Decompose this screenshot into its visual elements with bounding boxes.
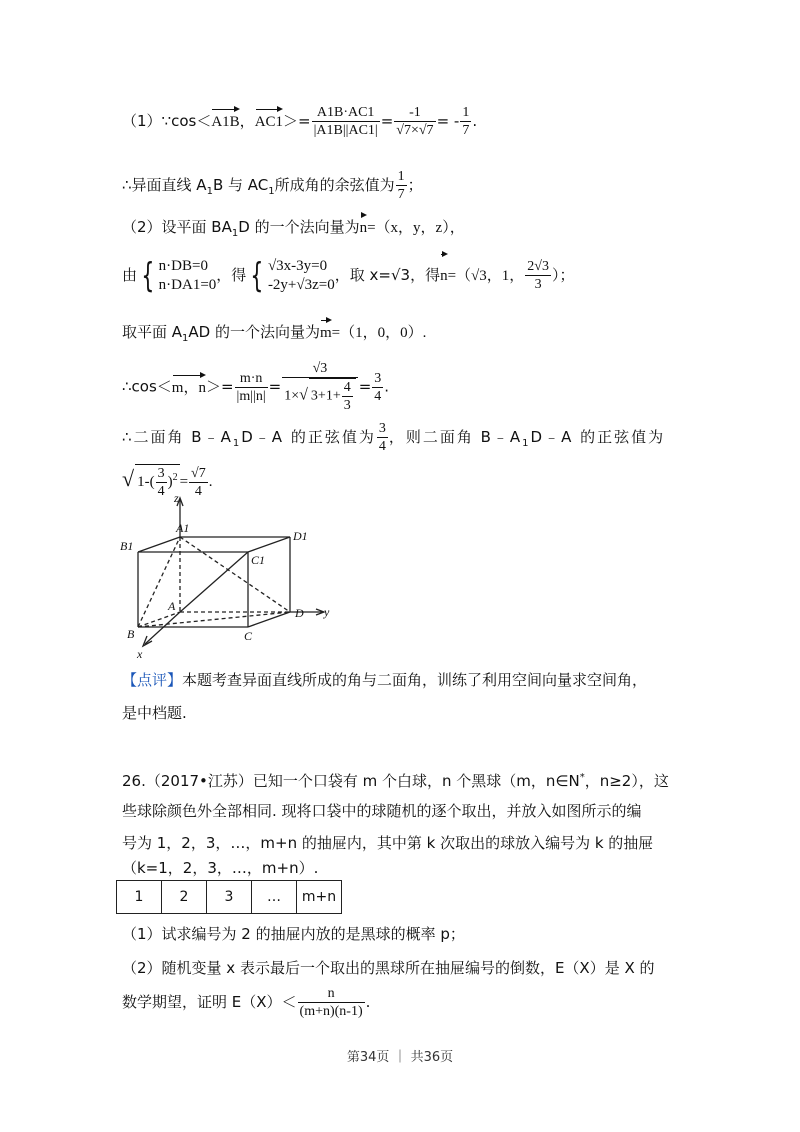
text: （k=1，2，3，…，m+n）.	[122, 859, 319, 877]
inner-fraction	[342, 379, 353, 414]
subscript: 1	[268, 186, 275, 197]
text: 1-(	[137, 473, 155, 490]
fraction-numerator: 2√3	[527, 259, 549, 274]
fraction-denominator: 3	[534, 277, 542, 292]
edge-c-d	[248, 612, 290, 627]
text: （1）试求编号为 2 的抽屉内放的是黑球的概率 p；	[122, 925, 465, 943]
problem-26-line-1	[122, 768, 669, 791]
text: D﹣A 的正弦值为	[530, 428, 666, 446]
text: D﹣A 的正弦值为	[241, 428, 376, 446]
text: （2）设平面 BA	[122, 218, 232, 236]
solution-line-3	[122, 213, 465, 244]
text: 取平面 A	[122, 323, 183, 341]
problem-26-line-4	[122, 858, 318, 878]
comment-tag: 【点评】	[122, 671, 183, 689]
fraction-denominator: (m+n)(n-1)	[299, 1004, 363, 1019]
equation: n·DA1=0	[158, 276, 217, 293]
vectors-m-n: m，n	[172, 373, 206, 398]
text: 些球除颜色外全部相同. 现将口袋中的球随机的逐个取出，并放入如图所示的编	[122, 802, 642, 820]
fraction-denominator: |A1B||AC1|	[313, 123, 378, 138]
equals: =	[179, 473, 189, 490]
fraction-denominator	[282, 378, 357, 414]
label-d: D	[295, 606, 304, 620]
text: )	[167, 473, 173, 490]
text: ）；	[551, 266, 575, 284]
problem-26-line-2	[122, 801, 642, 821]
solution-line-4	[122, 252, 574, 295]
solution-line-8: √ 1-( $\frac{3}{4}$ )$^2$ = $\frac{√7}{4}$ .	[122, 465, 213, 499]
text: ∴二面角 B﹣A	[122, 428, 233, 446]
equation: -2y+√3z=0	[267, 276, 335, 293]
fraction-numerator: A1B·AC1	[312, 104, 380, 122]
subscript: 1	[522, 438, 531, 449]
diagonal-b-a1	[138, 537, 180, 627]
text: 是中档题.	[122, 704, 187, 722]
normal-z-fraction	[525, 258, 551, 293]
drawer-cell: 3	[207, 881, 252, 914]
fraction-numerator: 1	[462, 105, 470, 120]
drawer-cell: …	[252, 881, 297, 914]
text: =（√3，1，	[447, 268, 525, 284]
equals-minus: = -	[436, 112, 460, 130]
subscript: 1	[206, 186, 213, 197]
cos-value-fraction	[394, 104, 435, 139]
fraction-denominator: 3	[343, 398, 351, 413]
label-y: y	[324, 605, 330, 619]
fraction-numerator: -1	[394, 104, 435, 122]
text: 3+1+	[310, 388, 341, 404]
fraction-numerator: √7	[191, 466, 206, 481]
fraction-denominator: 7	[397, 187, 405, 202]
vector-m: m	[320, 318, 332, 343]
solution-line-2: ∴异面直线 $A_1B$ 与 $AC_1$所成角的余弦值为 $\frac{1}{7}$ ；	[122, 169, 423, 202]
fraction-numerator: 1	[397, 169, 405, 184]
cos-prefix: （1）∵cos＜	[122, 112, 212, 130]
problem-26-line-3	[122, 833, 653, 853]
label-d1: D1	[293, 529, 308, 543]
text: 由	[122, 266, 138, 284]
superscript: *	[579, 772, 585, 783]
fraction-numerator: √3	[282, 360, 357, 378]
fraction-denominator: 4	[194, 484, 202, 499]
edge-c1-d1	[248, 537, 290, 552]
superscript: 2	[172, 471, 178, 483]
solution-line-7	[122, 420, 665, 455]
solution-line-1: （1）∵cos＜A1B，AC1＞= $\frac{A1B\cdot AC1}{|A1B||AC1|}$ = $\frac{-1}{√7\times√7}$ = - $\frac{1}{7}$ .	[122, 105, 478, 138]
fraction-denominator: 4	[157, 484, 165, 499]
label-x: x	[137, 647, 143, 661]
fraction-numerator: 3	[157, 466, 165, 481]
fraction-numerator: 3	[374, 370, 382, 386]
text: ∴cos＜	[122, 377, 172, 396]
fraction-denominator: 4	[378, 439, 386, 454]
equals: ＞=	[283, 112, 311, 130]
solution-line-6: ∴cos＜m，n＞= $\frac{m\cdot n}{|m||n|}$ = √3 1×√ 3+1+ $\frac{4}{3}$ = $\frac{3}{4}$ .	[122, 361, 390, 413]
diagonal-a-c1	[180, 552, 248, 612]
drawer-cell: m+n	[297, 881, 342, 914]
x-axis	[145, 612, 180, 644]
text: ∴异面直线 A	[122, 176, 207, 194]
cos-mn-fraction	[235, 370, 268, 405]
fraction-denominator: √7×√7	[396, 123, 434, 138]
text: D 的一个法向量为	[238, 218, 360, 236]
subscript: 1	[232, 438, 242, 449]
text: 数学期望，证明 E（X）＜	[122, 993, 297, 1011]
text: =（x，y，z），	[367, 220, 465, 236]
equation-system-2	[268, 257, 335, 295]
radicand	[309, 378, 356, 414]
sine-fraction	[377, 420, 388, 455]
text: AD 的一个法向量为	[188, 323, 320, 341]
text: ，取 x=√3，得	[334, 266, 441, 284]
left-brace-icon: {	[141, 255, 155, 296]
label-a: A	[168, 599, 176, 613]
label-a1: A1	[176, 521, 190, 535]
text: =（1，0，0）.	[331, 325, 427, 341]
equals: ＞=	[205, 377, 234, 396]
equation-system-1	[159, 257, 217, 295]
text: .	[365, 993, 371, 1011]
drawer-cell: 1	[117, 881, 162, 914]
page-footer: 第34页 ｜ 共36页	[346, 1050, 454, 1065]
equation: √3x-3y=0	[267, 257, 328, 274]
question-2-line-1	[122, 958, 655, 978]
solution-line-5	[122, 318, 426, 349]
fraction-numerator: m·n	[235, 370, 268, 388]
subscript: 1	[231, 228, 239, 239]
expectation-bound-fraction	[298, 985, 365, 1020]
text: ，则二面角 B﹣A	[388, 428, 523, 446]
vector-ac1: AC1	[255, 107, 283, 132]
text: 本题考查异面直线所成的角与二面角，训练了利用空间向量求空间角，	[182, 671, 648, 689]
text: B 与 AC	[212, 176, 269, 194]
fraction-numerator: n	[298, 985, 365, 1003]
fraction-denominator: 7	[462, 123, 470, 138]
fraction-denominator: |m||n|	[236, 388, 266, 404]
question-2-line-2	[122, 984, 370, 1020]
text: 号为 1，2，3，…，m+n 的抽屉内，其中第 k 次取出的球放入编号为 k 的抽屉	[122, 834, 654, 852]
subscript: 1	[182, 333, 189, 344]
drawer-table	[116, 880, 342, 914]
text: 所成角的余弦值为	[274, 176, 395, 194]
equation: n·DB=0	[158, 257, 208, 274]
fraction-numerator: 3	[378, 421, 386, 436]
result-fraction	[460, 104, 471, 139]
text: ，n≥2），这	[584, 772, 669, 790]
cosine-fraction	[396, 168, 407, 203]
question-1	[122, 924, 465, 944]
sqrt-icon: √	[122, 465, 135, 491]
text: ，得	[216, 266, 247, 284]
label-c: C	[244, 629, 253, 643]
table-row	[117, 881, 342, 914]
left-brace-icon: {	[250, 255, 264, 296]
drawer-cell: 2	[162, 881, 207, 914]
sqrt-icon: √	[299, 386, 308, 404]
cos-fraction	[312, 104, 380, 139]
cuboid-figure	[110, 492, 340, 662]
text: （2）随机变量 x 表示最后一个取出的黑球所在抽屉编号的倒数，E（X）是 X 的	[122, 959, 655, 977]
label-b1: B1	[120, 539, 134, 553]
text: 26.（2017•江苏）已知一个口袋有 m 个白球，n 个黑球（m，n∈N	[122, 772, 580, 790]
label-b: B	[127, 627, 135, 641]
comment-line-1	[122, 670, 647, 690]
cos-mn-value-fraction	[282, 360, 357, 414]
vector-a1b: A1B	[211, 107, 239, 132]
label-z: z	[174, 492, 179, 505]
vector-n: n	[440, 252, 448, 295]
result-fraction	[372, 370, 383, 405]
vector-n: n	[360, 213, 368, 238]
fraction-numerator: 4	[343, 380, 351, 395]
text: 1×	[284, 388, 300, 404]
comment-line-2	[122, 703, 187, 723]
diagonal-a1-d	[180, 537, 290, 612]
label-c1: C1	[251, 553, 266, 567]
fraction-denominator: 4	[374, 388, 382, 404]
